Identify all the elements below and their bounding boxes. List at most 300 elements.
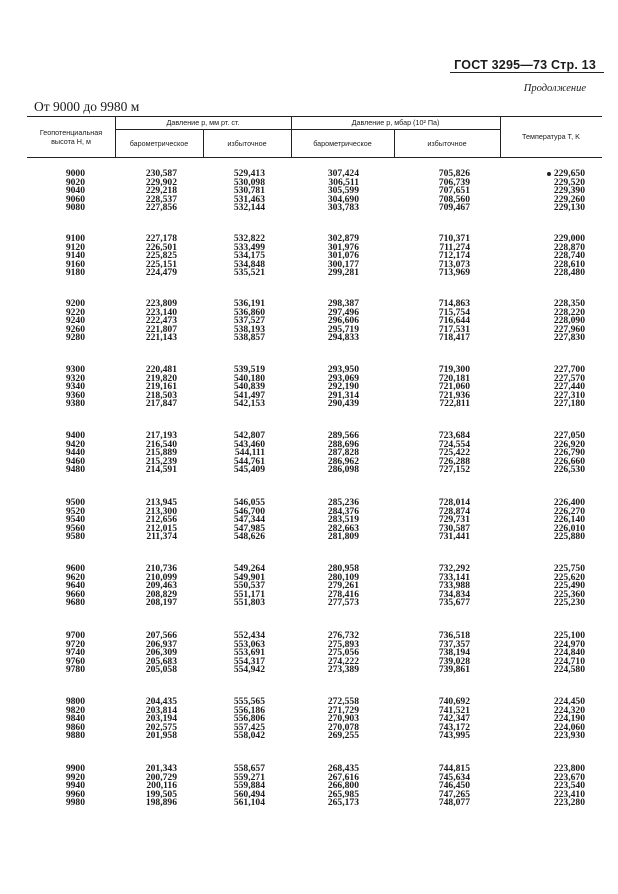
- cell-temperature: 227,570: [553, 372, 585, 384]
- header-barometric-mmhg: барометрическое: [129, 138, 189, 148]
- cell-height: 9960: [65, 788, 85, 800]
- cell-temperature: 227,310: [553, 389, 585, 401]
- cell-height: 9840: [65, 713, 85, 725]
- row-group: [27, 499, 602, 542]
- cell-temperature: 227,700: [553, 364, 585, 375]
- cell-pressure-mmhg-barometric: 201,343: [145, 763, 177, 774]
- cell-pressure-mmhg-excess: 541,497: [233, 389, 265, 401]
- cell-pressure-mbar-excess: 733,141: [438, 571, 470, 583]
- cell-pressure-mmhg-excess: 532,144: [233, 202, 265, 214]
- cell-pressure-mmhg-barometric: 206,937: [145, 638, 177, 650]
- table-row: [27, 432, 602, 441]
- cell-pressure-mmhg-excess: 532,822: [233, 233, 265, 244]
- data-table: [27, 116, 602, 828]
- cell-pressure-mmhg-barometric: 203,814: [145, 704, 177, 716]
- cell-pressure-mbar-barometric: 278,416: [327, 588, 359, 600]
- cell-pressure-mbar-barometric: 287,828: [327, 447, 359, 459]
- cell-pressure-mmhg-excess: 535,521: [233, 267, 265, 279]
- row-group: [27, 565, 602, 608]
- cell-height: 9620: [65, 571, 85, 583]
- standard-number: ГОСТ 3295—73: [454, 58, 548, 72]
- cell-temperature: 229,130: [553, 202, 585, 214]
- cell-pressure-mmhg-excess: 536,860: [233, 306, 265, 318]
- cell-pressure-mmhg-barometric: 212,015: [145, 522, 177, 534]
- cell-pressure-mbar-barometric: 281,809: [327, 531, 359, 543]
- cell-pressure-mbar-excess: 709,467: [438, 202, 470, 214]
- cell-pressure-mbar-excess: 718,417: [438, 332, 470, 344]
- table-row: [27, 771, 602, 783]
- cell-pressure-mmhg-excess: 560,494: [233, 788, 265, 800]
- cell-temperature: 223,670: [553, 771, 585, 783]
- cell-pressure-mbar-barometric: 267,616: [327, 771, 359, 783]
- header-excess-mbar: избыточное: [427, 138, 467, 148]
- table-row: [27, 193, 602, 205]
- table-row: [27, 389, 602, 401]
- cell-pressure-mbar-excess: 740,692: [438, 696, 470, 707]
- cell-temperature: 228,220: [553, 306, 585, 318]
- cell-pressure-mbar-excess: 739,028: [438, 655, 470, 667]
- cell-pressure-mmhg-barometric: 216,540: [145, 438, 177, 450]
- table-row: [27, 187, 602, 196]
- cell-pressure-mbar-barometric: 279,261: [327, 580, 359, 592]
- cell-pressure-mbar-barometric: 286,098: [327, 464, 359, 476]
- cell-pressure-mbar-barometric: 300,177: [327, 258, 359, 270]
- cell-height: 9440: [65, 447, 85, 459]
- cell-pressure-mbar-excess: 719,300: [438, 364, 470, 375]
- cell-pressure-mbar-excess: 730,587: [438, 522, 470, 534]
- cell-pressure-mmhg-excess: 553,063: [233, 638, 265, 650]
- cell-temperature: 225,750: [553, 563, 585, 574]
- cell-pressure-mbar-barometric: 272,558: [327, 696, 359, 707]
- cell-pressure-mbar-barometric: 275,893: [327, 638, 359, 650]
- cell-pressure-mmhg-excess: 538,193: [233, 323, 265, 335]
- cell-pressure-mmhg-excess: 530,781: [233, 185, 265, 197]
- cell-height: 9320: [65, 372, 85, 384]
- cell-height: 9240: [65, 315, 85, 327]
- cell-height: 9760: [65, 655, 85, 667]
- cell-temperature: 225,620: [553, 571, 585, 583]
- cell-temperature: 223,280: [553, 797, 585, 809]
- cell-pressure-mbar-barometric: 292,190: [327, 381, 359, 393]
- cell-pressure-mbar-excess: 728,874: [438, 505, 470, 517]
- cell-pressure-mbar-excess: 743,172: [438, 721, 470, 733]
- cell-pressure-mmhg-barometric: 212,656: [145, 514, 177, 526]
- cell-pressure-mbar-barometric: 304,690: [327, 193, 359, 205]
- continuation-label: Продолжение: [523, 83, 586, 94]
- table-row: [27, 732, 602, 741]
- cell-height: 9420: [65, 438, 85, 450]
- cell-pressure-mmhg-excess: 556,806: [233, 713, 265, 725]
- cell-pressure-mmhg-excess: 552,434: [233, 630, 265, 641]
- table-row: [27, 176, 602, 188]
- cell-pressure-mbar-excess: 731,441: [438, 531, 470, 543]
- cell-pressure-mmhg-excess: 534,175: [233, 250, 265, 262]
- table-row: [27, 235, 602, 244]
- cell-pressure-mmhg-excess: 558,657: [233, 763, 265, 774]
- cell-pressure-mbar-barometric: 284,376: [327, 505, 359, 517]
- cell-temperature: 225,100: [553, 630, 585, 641]
- cell-pressure-mmhg-excess: 559,271: [233, 771, 265, 783]
- cell-height: 9500: [65, 497, 85, 508]
- row-group: [27, 765, 602, 808]
- table-row: [27, 698, 602, 707]
- cell-pressure-mmhg-excess: 538,857: [233, 332, 265, 344]
- cell-height: 9540: [65, 514, 85, 526]
- cell-pressure-mmhg-excess: 551,803: [233, 597, 265, 609]
- header-pressure-mmhg: Давление p, мм рт. ст.: [166, 118, 240, 127]
- cell-pressure-mbar-excess: 706,739: [438, 176, 470, 188]
- cell-pressure-mbar-excess: 733,988: [438, 580, 470, 592]
- cell-pressure-mbar-barometric: 293,950: [327, 364, 359, 375]
- cell-pressure-mbar-barometric: 288,696: [327, 438, 359, 450]
- cell-pressure-mmhg-excess: 553,691: [233, 647, 265, 659]
- table-row: [27, 499, 602, 508]
- cell-temperature: 224,840: [553, 647, 585, 659]
- cell-pressure-mbar-barometric: 302,879: [327, 233, 359, 244]
- cell-pressure-mmhg-excess: 554,317: [233, 655, 265, 667]
- cell-height: 9580: [65, 531, 85, 543]
- table-row: [27, 655, 602, 667]
- cell-pressure-mbar-excess: 738,194: [438, 647, 470, 659]
- cell-pressure-mbar-excess: 728,014: [438, 497, 470, 508]
- cell-pressure-mmhg-excess: 546,700: [233, 505, 265, 517]
- cell-pressure-mbar-excess: 708,560: [438, 193, 470, 205]
- cell-pressure-mbar-excess: 726,288: [438, 455, 470, 467]
- cell-pressure-mbar-excess: 734,834: [438, 588, 470, 600]
- cell-pressure-mmhg-barometric: 219,820: [145, 372, 177, 384]
- cell-pressure-mbar-barometric: 307,424: [327, 168, 359, 179]
- cell-pressure-mmhg-excess: 546,055: [233, 497, 265, 508]
- cell-pressure-mbar-barometric: 265,985: [327, 788, 359, 800]
- cell-temperature: 223,410: [553, 788, 585, 800]
- table-row: [27, 306, 602, 318]
- cell-pressure-mmhg-barometric: 225,151: [145, 258, 177, 270]
- cell-pressure-mmhg-excess: 556,186: [233, 704, 265, 716]
- cell-temperature: 223,930: [553, 730, 585, 742]
- cell-pressure-mbar-excess: 705,826: [438, 168, 470, 179]
- table-row: [27, 782, 602, 791]
- table-row: [27, 317, 602, 326]
- cell-pressure-mmhg-barometric: 207,566: [145, 630, 177, 641]
- cell-pressure-mbar-barometric: 299,281: [327, 267, 359, 279]
- cell-pressure-mbar-excess: 739,861: [438, 664, 470, 676]
- cell-pressure-mmhg-excess: 542,807: [233, 430, 265, 441]
- cell-temperature: 229,260: [553, 193, 585, 205]
- cell-pressure-mmhg-barometric: 203,194: [145, 713, 177, 725]
- cell-pressure-mbar-excess: 745,634: [438, 771, 470, 783]
- cell-height: 9160: [65, 258, 85, 270]
- cell-temperature: 223,800: [553, 763, 585, 774]
- cell-height: 9400: [65, 430, 85, 441]
- cell-temperature: 226,400: [553, 497, 585, 508]
- table-row: [27, 582, 602, 591]
- table-row: [27, 269, 602, 278]
- cell-temperature: 228,610: [553, 258, 585, 270]
- cell-pressure-mmhg-excess: 530,098: [233, 176, 265, 188]
- cell-temperature: 227,960: [553, 323, 585, 335]
- cell-temperature: 227,050: [553, 430, 585, 441]
- table-row: [27, 455, 602, 467]
- cell-pressure-mmhg-barometric: 225,825: [145, 250, 177, 262]
- table-row: [27, 565, 602, 574]
- cell-height: 9360: [65, 389, 85, 401]
- cell-pressure-mbar-barometric: 293,069: [327, 372, 359, 384]
- table-row: [27, 300, 602, 309]
- cell-pressure-mbar-excess: 732,292: [438, 563, 470, 574]
- cell-pressure-mbar-excess: 721,060: [438, 381, 470, 393]
- cell-pressure-mmhg-barometric: 218,503: [145, 389, 177, 401]
- cell-pressure-mbar-barometric: 275,056: [327, 647, 359, 659]
- cell-pressure-mbar-excess: 721,936: [438, 389, 470, 401]
- cell-pressure-mbar-excess: 713,073: [438, 258, 470, 270]
- cell-pressure-mbar-excess: 741,521: [438, 704, 470, 716]
- cell-pressure-mmhg-excess: 544,111: [234, 447, 265, 459]
- cell-height: 9660: [65, 588, 85, 600]
- cell-pressure-mmhg-barometric: 201,958: [145, 730, 177, 742]
- cell-height: 9200: [65, 298, 85, 309]
- cell-temperature: 224,190: [553, 713, 585, 725]
- row-group: [27, 170, 602, 213]
- cell-height: 9120: [65, 241, 85, 253]
- table-row: [27, 715, 602, 724]
- range-title: От 9000 до 9980 м: [34, 99, 140, 114]
- cell-pressure-mmhg-excess: 547,985: [233, 522, 265, 534]
- cell-pressure-mmhg-barometric: 219,161: [145, 381, 177, 393]
- row-group: [27, 300, 602, 343]
- cell-pressure-mmhg-barometric: 215,889: [145, 447, 177, 459]
- cell-height: 9720: [65, 638, 85, 650]
- cell-pressure-mmhg-excess: 561,104: [233, 797, 265, 809]
- cell-pressure-mmhg-excess: 543,460: [233, 438, 265, 450]
- cell-pressure-mbar-barometric: 270,903: [327, 713, 359, 725]
- table-row: [27, 252, 602, 261]
- cell-pressure-mmhg-barometric: 217,847: [145, 398, 177, 410]
- table-row: [27, 170, 602, 179]
- cell-pressure-mbar-excess: 716,644: [438, 315, 470, 327]
- cell-temperature: 226,010: [553, 522, 585, 534]
- cell-pressure-mmhg-excess: 536,191: [233, 298, 265, 309]
- cell-height: 9380: [65, 398, 85, 410]
- cell-height: 9280: [65, 332, 85, 344]
- header-bottom-rule: [27, 157, 602, 158]
- cell-pressure-mbar-excess: 747,265: [438, 788, 470, 800]
- cell-pressure-mmhg-barometric: 215,239: [145, 455, 177, 467]
- cell-temperature: 226,790: [553, 447, 585, 459]
- cell-temperature: 224,710: [553, 655, 585, 667]
- cell-pressure-mmhg-barometric: 200,729: [145, 771, 177, 783]
- cell-pressure-mmhg-barometric: 213,945: [145, 497, 177, 508]
- cell-pressure-mmhg-barometric: 204,435: [145, 696, 177, 707]
- cell-pressure-mmhg-barometric: 221,807: [145, 323, 177, 335]
- cell-pressure-mbar-excess: 722,811: [439, 398, 470, 410]
- cell-temperature: 228,480: [553, 267, 585, 279]
- cell-pressure-mbar-barometric: 274,222: [327, 655, 359, 667]
- cell-pressure-mmhg-excess: 539,519: [233, 364, 265, 375]
- cell-pressure-mbar-barometric: 306,511: [328, 176, 359, 188]
- cell-pressure-mmhg-barometric: 223,140: [145, 306, 177, 318]
- cell-temperature: 224,580: [553, 664, 585, 676]
- cell-height: 9940: [65, 780, 85, 792]
- row-group: [27, 432, 602, 475]
- cell-pressure-mmhg-excess: 554,942: [233, 664, 265, 676]
- cell-temperature: 229,650: [553, 168, 585, 179]
- cell-temperature: 226,530: [553, 464, 585, 476]
- page-header: [454, 58, 596, 72]
- cell-pressure-mbar-barometric: 276,732: [327, 630, 359, 641]
- cell-pressure-mbar-barometric: 285,236: [327, 497, 359, 508]
- cell-pressure-mbar-barometric: 283,519: [327, 514, 359, 526]
- cell-pressure-mmhg-barometric: 224,479: [145, 267, 177, 279]
- cell-height: 9220: [65, 306, 85, 318]
- cell-pressure-mbar-barometric: 271,729: [327, 704, 359, 716]
- cell-pressure-mmhg-barometric: 214,591: [145, 464, 177, 476]
- cell-temperature: 225,230: [553, 597, 585, 609]
- cell-height: 9260: [65, 323, 85, 335]
- cell-pressure-mbar-barometric: 289,566: [327, 430, 359, 441]
- cell-height: 9700: [65, 630, 85, 641]
- table-row: [27, 204, 602, 213]
- cell-pressure-mmhg-barometric: 205,058: [145, 664, 177, 676]
- cell-pressure-mmhg-barometric: 230,587: [145, 168, 177, 179]
- cell-temperature: 229,000: [553, 233, 585, 244]
- cell-temperature: 225,490: [553, 580, 585, 592]
- table-row: [27, 704, 602, 716]
- cell-pressure-mmhg-excess: 558,042: [233, 730, 265, 742]
- table-row: [27, 632, 602, 641]
- table-row: [27, 571, 602, 583]
- cell-pressure-mmhg-barometric: 206,309: [145, 647, 177, 659]
- cell-height: 9000: [65, 168, 85, 179]
- cell-pressure-mbar-barometric: 291,314: [327, 389, 359, 401]
- cell-pressure-mmhg-barometric: 217,193: [145, 430, 177, 441]
- cell-pressure-mmhg-excess: 545,409: [233, 464, 265, 476]
- table-row: [27, 788, 602, 800]
- cell-pressure-mbar-barometric: 282,663: [327, 522, 359, 534]
- cell-pressure-mbar-barometric: 266,800: [327, 780, 359, 792]
- cell-pressure-mbar-barometric: 280,958: [327, 563, 359, 574]
- page-number: Стр. 13: [550, 58, 596, 72]
- header-excess-mmhg: избыточное: [227, 138, 267, 148]
- table-row: [27, 241, 602, 253]
- row-group: [27, 366, 602, 409]
- cell-temperature: 228,090: [553, 315, 585, 327]
- cell-pressure-mbar-excess: 707,651: [438, 185, 470, 197]
- table-row: [27, 438, 602, 450]
- cell-pressure-mbar-barometric: 294,833: [327, 332, 359, 344]
- cell-height: 9600: [65, 563, 85, 574]
- header-barometric-mbar: барометрическое: [313, 138, 372, 148]
- cell-pressure-mbar-excess: 711,274: [439, 241, 470, 253]
- cell-pressure-mbar-barometric: 270,078: [327, 721, 359, 733]
- cell-pressure-mmhg-excess: 549,901: [233, 571, 265, 583]
- cell-pressure-mbar-excess: 748,077: [438, 797, 470, 809]
- cell-pressure-mmhg-excess: 549,264: [233, 563, 265, 574]
- cell-pressure-mbar-barometric: 297,496: [327, 306, 359, 318]
- table-row: [27, 765, 602, 774]
- cell-height: 9460: [65, 455, 85, 467]
- cell-pressure-mbar-excess: 742,347: [438, 713, 470, 725]
- cell-pressure-mmhg-excess: 540,839: [233, 381, 265, 393]
- cell-pressure-mmhg-barometric: 210,736: [145, 563, 177, 574]
- cell-pressure-mmhg-excess: 531,463: [233, 193, 265, 205]
- cell-temperature: 223,540: [553, 780, 585, 792]
- cell-pressure-mbar-barometric: 277,573: [327, 597, 359, 609]
- row-group: [27, 698, 602, 741]
- cell-pressure-mbar-excess: 744,815: [438, 763, 470, 774]
- cell-temperature: 224,970: [553, 638, 585, 650]
- cell-pressure-mmhg-excess: 533,499: [233, 241, 265, 253]
- cell-temperature: 226,920: [553, 438, 585, 450]
- cell-height: 9640: [65, 580, 85, 592]
- cell-pressure-mbar-barometric: 269,255: [327, 730, 359, 742]
- cell-temperature: 228,740: [553, 250, 585, 262]
- cell-pressure-mmhg-excess: 537,527: [233, 315, 265, 327]
- table-row: [27, 666, 602, 675]
- cell-pressure-mmhg-excess: 544,761: [233, 455, 265, 467]
- cell-temperature: 224,060: [553, 721, 585, 733]
- cell-pressure-mmhg-excess: 529,413: [233, 168, 265, 179]
- cell-height: 9520: [65, 505, 85, 517]
- table-row: [27, 533, 602, 542]
- table-row: [27, 588, 602, 600]
- cell-temperature: 225,360: [553, 588, 585, 600]
- cell-pressure-mmhg-barometric: 223,809: [145, 298, 177, 309]
- cell-height: 9780: [65, 664, 85, 676]
- cell-height: 9920: [65, 771, 85, 783]
- cell-pressure-mbar-excess: 737,357: [438, 638, 470, 650]
- cell-pressure-mmhg-excess: 551,171: [233, 588, 265, 600]
- table-row: [27, 466, 602, 475]
- cell-pressure-mmhg-barometric: 228,537: [145, 193, 177, 205]
- header-height: Геопотенциальная высота H, м: [39, 127, 103, 146]
- cell-pressure-mmhg-excess: 542,153: [233, 398, 265, 410]
- cell-pressure-mmhg-barometric: 198,896: [145, 797, 177, 809]
- table-row: [27, 799, 602, 808]
- cell-pressure-mbar-excess: 725,422: [438, 447, 470, 459]
- cell-pressure-mbar-barometric: 296,606: [327, 315, 359, 327]
- row-group: [27, 632, 602, 675]
- table-row: [27, 449, 602, 458]
- cell-pressure-mbar-barometric: 273,389: [327, 664, 359, 676]
- cell-pressure-mbar-barometric: 303,783: [327, 202, 359, 214]
- cell-pressure-mmhg-barometric: 229,902: [145, 176, 177, 188]
- cell-pressure-mmhg-barometric: 220,481: [145, 364, 177, 375]
- cell-temperature: 226,140: [553, 514, 585, 526]
- cell-pressure-mmhg-barometric: 208,197: [145, 597, 177, 609]
- cell-height: 9340: [65, 381, 85, 393]
- cell-pressure-mbar-excess: 724,554: [438, 438, 470, 450]
- cell-temperature: 225,880: [553, 531, 585, 543]
- table-row: [27, 258, 602, 270]
- cell-temperature: 227,180: [553, 398, 585, 410]
- table-row: [27, 516, 602, 525]
- cell-pressure-mbar-barometric: 301,976: [327, 241, 359, 253]
- table-row: [27, 638, 602, 650]
- margin-dot: [547, 172, 551, 176]
- cell-pressure-mmhg-barometric: 226,501: [145, 241, 177, 253]
- cell-temperature: 226,270: [553, 505, 585, 517]
- cell-pressure-mmhg-excess: 548,626: [233, 531, 265, 543]
- cell-pressure-mbar-excess: 743,995: [438, 730, 470, 742]
- cell-height: 9060: [65, 193, 85, 205]
- table-row: [27, 372, 602, 384]
- cell-temperature: 228,870: [553, 241, 585, 253]
- row-group: [27, 235, 602, 278]
- cell-temperature: 229,390: [553, 185, 585, 197]
- cell-height: 9560: [65, 522, 85, 534]
- cell-pressure-mmhg-barometric: 199,505: [145, 788, 177, 800]
- header-temperature: Температура T, K: [522, 132, 580, 141]
